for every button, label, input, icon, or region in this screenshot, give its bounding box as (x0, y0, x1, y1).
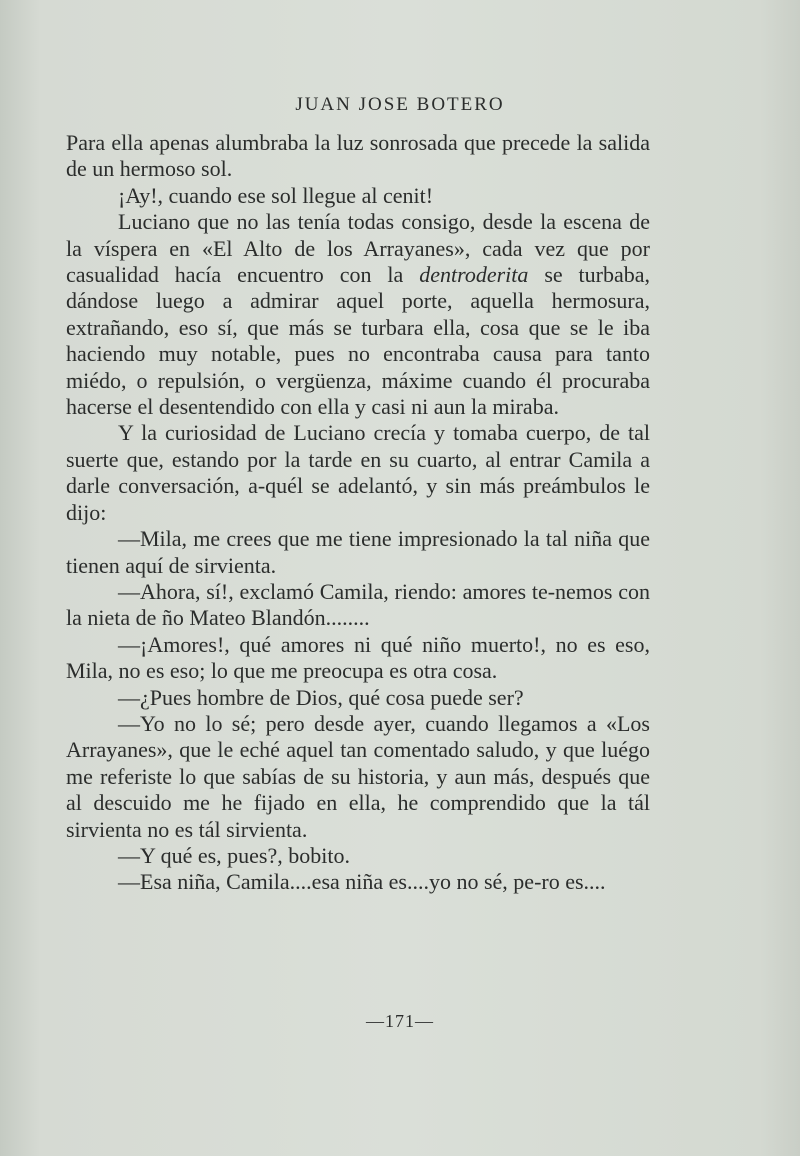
paragraph: Para ella apenas alumbraba la luz sonrosada que precede la salida de un hermoso sol. (66, 130, 650, 182)
page-number: —171— (366, 1011, 434, 1031)
paragraph: —Yo no lo sé; pero desde ayer, cuando llegamos a «Los Arrayanes», que le eché aquel tan comentado saludo, y que luégo me referiste lo que sabías de su historia, y aun más, después que al descuido me he fijado en ella, he comprendido que la tál sirvienta no es tál sirvienta. (66, 710, 650, 842)
paragraph (66, 209, 650, 420)
italic-word: dentroderita (419, 262, 529, 288)
paragraph: —¡Amores!, qué amores ni qué niño muerto!, no es eso, Mila, no es eso; lo que me preocupa es otra cosa. (66, 631, 650, 684)
paragraph: ¡Ay!, cuando ese sol llegue al cenit! (118, 182, 434, 208)
paragraph: —¿Pues hombre de Dios, qué cosa puede ser? (118, 684, 524, 710)
body-text (66, 130, 650, 896)
paragraph: —Esa niña, Camila....esa niña es....yo no sé, pe-ro es.... (118, 869, 606, 895)
paragraph: Y la curiosidad de Luciano crecía y tomaba cuerpo, de tal suerte que, estando por la tarde en su cuarto, al entrar Camila a darle conversación, a-quél se adelantó, y sin más preámbulos le dijo: (66, 420, 650, 525)
paragraph-text: Luciano que no las tenía todas consigo, desde la escena de la víspera en «El Alto de los Arrayanes», cada vez que por casualidad hacía encuentro con la (66, 209, 650, 288)
running-head: JUAN JOSE BOTERO (295, 94, 505, 115)
paragraph: —Mila, me crees que me tiene impresionado la tal niña que tienen aquí de sirvienta. (66, 526, 650, 578)
paragraph: —Y qué es, pues?, bobito. (118, 842, 350, 868)
paragraph-text: se turbaba, dándose luego a admirar aquel porte, aquella hermosura, extrañando, eso sí, que más se turbara ella, cosa que se le iba haciendo muy notable, pues no encontraba causa para tanto miédo, o repulsión, o vergüenza, máxime cuando él procuraba hacerse el desentendido con ella y casi ni aun la miraba. (66, 262, 651, 420)
paragraph: —Ahora, sí!, exclamó Camila, riendo: amores te-nemos con la nieta de ño Mateo Blandón........ (66, 578, 650, 631)
